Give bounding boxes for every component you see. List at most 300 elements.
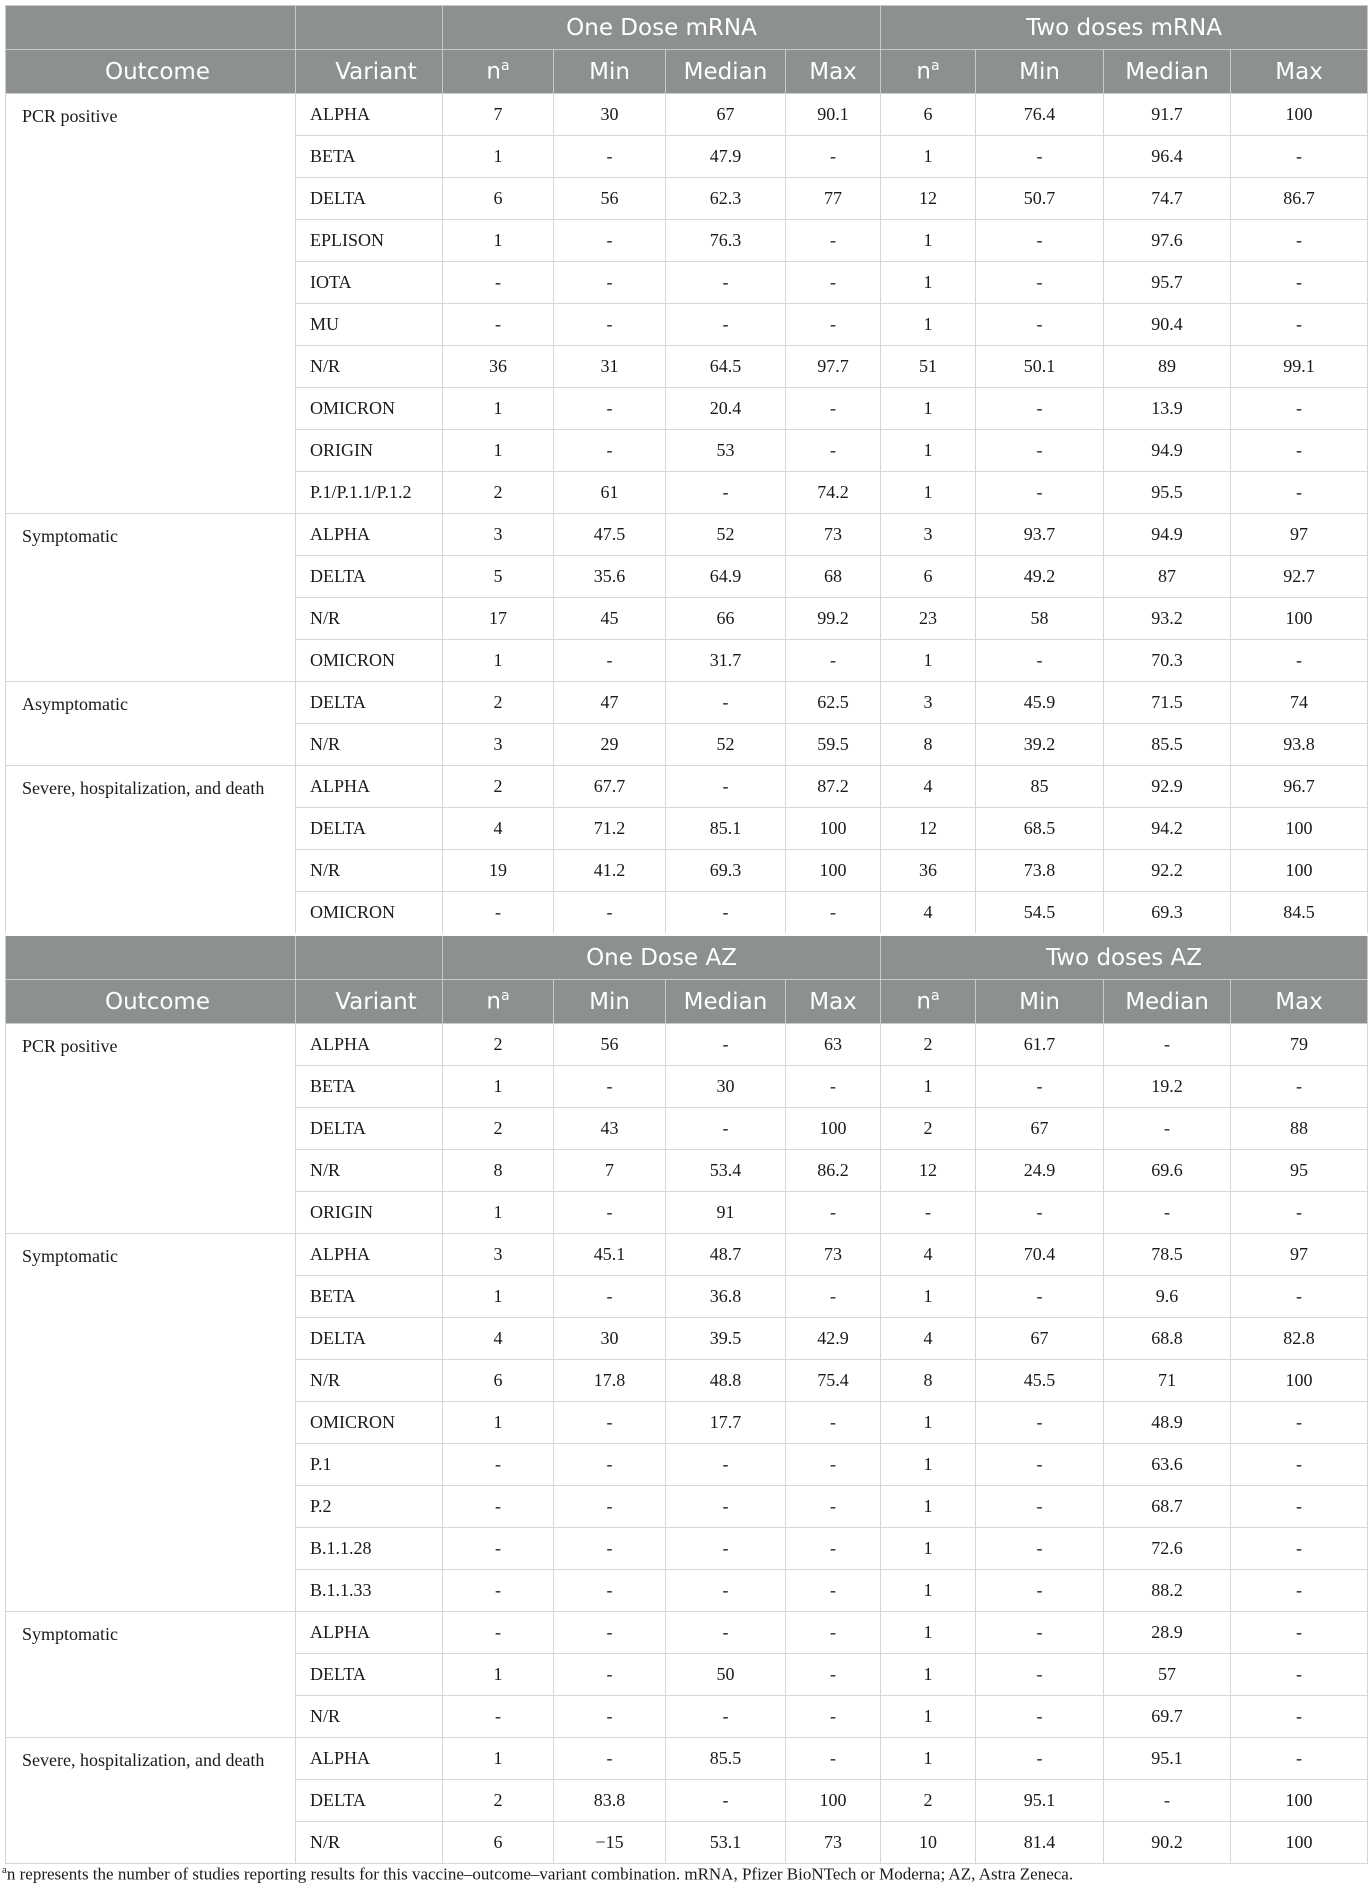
one-dose-median-cell: - [666,766,786,808]
two-dose-median-cell: 92.9 [1104,766,1231,808]
two-dose-min-cell: - [976,1276,1104,1318]
one-dose-median-cell: 64.9 [666,556,786,598]
header-n-superscript: a [500,988,510,1005]
one-dose-n-cell: 7 [443,94,554,136]
one-dose-median-cell: - [666,1528,786,1570]
two-dose-max-cell: - [1231,1276,1368,1318]
two-dose-median-cell: 88.2 [1104,1570,1231,1612]
one-dose-min-cell: - [554,1738,666,1780]
outcome-cell: PCR positive [6,94,296,514]
two-dose-median-cell: 72.6 [1104,1528,1231,1570]
one-dose-median-cell: 30 [666,1066,786,1108]
two-dose-median-cell: 19.2 [1104,1066,1231,1108]
outcome-cell: Severe, hospitalization, and death [6,1738,296,1864]
two-dose-min-cell: - [976,640,1104,682]
header-row-columns [6,980,1368,1024]
two-dose-max-cell: - [1231,1192,1368,1234]
two-dose-min-cell: 58 [976,598,1104,640]
two-dose-max-cell: 82.8 [1231,1318,1368,1360]
one-dose-max-cell: 77 [786,178,881,220]
header-n [881,50,976,94]
one-dose-max-cell: 87.2 [786,766,881,808]
variant-cell: P.1/P.1.1/P.1.2 [296,472,443,514]
header-n-label: n [916,58,931,85]
one-dose-min-cell: - [554,220,666,262]
one-dose-min-cell: 56 [554,178,666,220]
two-dose-max-cell: - [1231,1654,1368,1696]
one-dose-median-cell: 20.4 [666,388,786,430]
header-min: Min [554,980,666,1024]
header-median: Median [1104,980,1231,1024]
one-dose-min-cell: 30 [554,94,666,136]
two-dose-max-cell: - [1231,430,1368,472]
two-dose-min-cell: 81.4 [976,1822,1104,1864]
variant-cell: BETA [296,1276,443,1318]
two-dose-min-cell: - [976,1696,1104,1738]
two-dose-max-cell: - [1231,1486,1368,1528]
two-dose-median-cell: 94.9 [1104,514,1231,556]
two-dose-max-cell: - [1231,1738,1368,1780]
one-dose-min-cell: - [554,640,666,682]
one-dose-median-cell: 36.8 [666,1276,786,1318]
two-dose-max-cell: 99.1 [1231,346,1368,388]
one-dose-min-cell: - [554,304,666,346]
one-dose-min-cell: 67.7 [554,766,666,808]
one-dose-max-cell: - [786,1612,881,1654]
variant-cell: ORIGIN [296,430,443,472]
variant-cell: ALPHA [296,94,443,136]
two-dose-n-cell: 51 [881,346,976,388]
one-dose-median-cell: - [666,1570,786,1612]
one-dose-max-cell: - [786,304,881,346]
header-blank [6,6,296,50]
header-max: Max [786,980,881,1024]
two-dose-n-cell: 4 [881,766,976,808]
two-dose-n-cell: 8 [881,724,976,766]
outcome-cell: Severe, hospitalization, and death [6,766,296,935]
one-dose-n-cell: 1 [443,1402,554,1444]
two-dose-median-cell: 70.3 [1104,640,1231,682]
two-dose-n-cell: 2 [881,1108,976,1150]
one-dose-n-cell: - [443,1696,554,1738]
one-dose-max-cell: - [786,1654,881,1696]
one-dose-n-cell: 19 [443,850,554,892]
one-dose-n-cell: 6 [443,178,554,220]
table-row [6,1738,1368,1780]
footnote-text: n represents the number of studies reporting results for this vaccine–outcome–variant combination. mRNA, Pfizer BioNTech or Moderna; AZ, Astra Zeneca. [6,1864,1074,1884]
two-dose-min-cell: 24.9 [976,1150,1104,1192]
variant-cell: ALPHA [296,766,443,808]
two-dose-min-cell: - [976,1444,1104,1486]
one-dose-median-cell: - [666,262,786,304]
one-dose-max-cell: 42.9 [786,1318,881,1360]
one-dose-max-cell: - [786,1696,881,1738]
table-row [6,766,1368,808]
two-dose-max-cell: - [1231,262,1368,304]
outcome-cell: Symptomatic [6,1234,296,1612]
two-dose-min-cell: 70.4 [976,1234,1104,1276]
one-dose-median-cell: - [666,1780,786,1822]
table-row [6,94,1368,136]
variant-cell: ALPHA [296,1234,443,1276]
one-dose-max-cell: - [786,1066,881,1108]
one-dose-max-cell: - [786,136,881,178]
one-dose-min-cell: - [554,1402,666,1444]
header-max: Max [1231,50,1368,94]
two-dose-max-cell: 79 [1231,1024,1368,1066]
one-dose-min-cell: 45.1 [554,1234,666,1276]
two-dose-n-cell: 1 [881,1066,976,1108]
one-dose-max-cell: - [786,430,881,472]
one-dose-median-cell: 48.8 [666,1360,786,1402]
one-dose-n-cell: 3 [443,514,554,556]
two-dose-min-cell: - [976,304,1104,346]
two-dose-min-cell: - [976,220,1104,262]
one-dose-n-cell: 6 [443,1360,554,1402]
two-dose-max-cell: - [1231,1528,1368,1570]
one-dose-min-cell: - [554,892,666,935]
header-median: Median [1104,50,1231,94]
one-dose-median-cell: 53.1 [666,1822,786,1864]
two-dose-max-cell: 100 [1231,808,1368,850]
two-dose-n-cell: 4 [881,1318,976,1360]
two-dose-n-cell: 12 [881,808,976,850]
two-dose-min-cell: 49.2 [976,556,1104,598]
one-dose-min-cell: - [554,262,666,304]
variant-cell: ORIGIN [296,1192,443,1234]
variant-cell: P.2 [296,1486,443,1528]
one-dose-median-cell: - [666,472,786,514]
one-dose-median-cell: - [666,1696,786,1738]
two-dose-min-cell: - [976,430,1104,472]
two-dose-n-cell: 23 [881,598,976,640]
two-dose-n-cell: 2 [881,1780,976,1822]
one-dose-median-cell: 69.3 [666,850,786,892]
one-dose-median-cell: 76.3 [666,220,786,262]
one-dose-median-cell: 50 [666,1654,786,1696]
one-dose-median-cell: 67 [666,94,786,136]
one-dose-max-cell: 100 [786,1108,881,1150]
one-dose-min-cell: - [554,1528,666,1570]
variant-cell: DELTA [296,178,443,220]
two-dose-min-cell: - [976,1528,1104,1570]
one-dose-min-cell: 31 [554,346,666,388]
two-dose-n-cell: 36 [881,850,976,892]
one-dose-min-cell: - [554,1276,666,1318]
one-dose-max-cell: 73 [786,1822,881,1864]
header-variant: Variant [296,980,443,1024]
two-dose-max-cell: - [1231,388,1368,430]
one-dose-min-cell: - [554,136,666,178]
two-dose-n-cell: 6 [881,94,976,136]
two-dose-max-cell: 97 [1231,1234,1368,1276]
one-dose-max-cell: - [786,1486,881,1528]
variant-cell: EPLISON [296,220,443,262]
two-dose-min-cell: - [976,1612,1104,1654]
header-group-2: Two doses mRNA [881,6,1368,50]
two-dose-min-cell: - [976,1402,1104,1444]
variant-cell: N/R [296,346,443,388]
two-dose-median-cell: 69.6 [1104,1150,1231,1192]
one-dose-median-cell: 62.3 [666,178,786,220]
two-dose-n-cell: 1 [881,1570,976,1612]
two-dose-min-cell: 50.7 [976,178,1104,220]
one-dose-max-cell: - [786,640,881,682]
one-dose-max-cell: 100 [786,1780,881,1822]
one-dose-min-cell: - [554,1696,666,1738]
two-dose-min-cell: - [976,388,1104,430]
variant-cell: DELTA [296,808,443,850]
two-dose-min-cell: - [976,136,1104,178]
two-dose-max-cell: 93.8 [1231,724,1368,766]
two-dose-n-cell: 1 [881,136,976,178]
table-row [6,1234,1368,1276]
two-dose-max-cell: 100 [1231,850,1368,892]
one-dose-min-cell: - [554,1612,666,1654]
two-dose-max-cell: 100 [1231,1822,1368,1864]
one-dose-median-cell: 48.7 [666,1234,786,1276]
variant-cell: B.1.1.28 [296,1528,443,1570]
two-dose-max-cell: 84.5 [1231,892,1368,935]
variant-cell: OMICRON [296,1402,443,1444]
two-dose-n-cell: 1 [881,220,976,262]
two-dose-n-cell: 12 [881,178,976,220]
one-dose-max-cell: - [786,892,881,935]
header-blank [296,6,443,50]
two-dose-n-cell: 1 [881,1696,976,1738]
variant-cell: N/R [296,850,443,892]
outcome-cell: Asymptomatic [6,682,296,766]
table-row [6,682,1368,724]
two-dose-n-cell: 6 [881,556,976,598]
two-dose-max-cell: - [1231,1696,1368,1738]
one-dose-min-cell: - [554,1066,666,1108]
variant-cell: ALPHA [296,1024,443,1066]
one-dose-n-cell: 1 [443,640,554,682]
one-dose-median-cell: 53.4 [666,1150,786,1192]
header-min: Min [976,980,1104,1024]
one-dose-median-cell: 64.5 [666,346,786,388]
one-dose-n-cell: 3 [443,724,554,766]
one-dose-min-cell: 29 [554,724,666,766]
one-dose-min-cell: 35.6 [554,556,666,598]
two-dose-min-cell: 50.1 [976,346,1104,388]
table-row [6,1612,1368,1654]
results-table-container [5,5,1367,1864]
variant-cell: ALPHA [296,514,443,556]
one-dose-max-cell: 63 [786,1024,881,1066]
header-n [443,980,554,1024]
one-dose-n-cell: 1 [443,1738,554,1780]
two-dose-median-cell: 96.4 [1104,136,1231,178]
one-dose-max-cell: - [786,1402,881,1444]
two-dose-min-cell: - [976,472,1104,514]
two-dose-n-cell: 1 [881,1528,976,1570]
two-dose-median-cell: 68.8 [1104,1318,1231,1360]
two-dose-median-cell: 63.6 [1104,1444,1231,1486]
header-variant: Variant [296,50,443,94]
one-dose-max-cell: 68 [786,556,881,598]
two-dose-max-cell: - [1231,1570,1368,1612]
two-dose-n-cell: 4 [881,1234,976,1276]
one-dose-max-cell: 100 [786,850,881,892]
two-dose-median-cell: 95.1 [1104,1738,1231,1780]
header-min: Min [976,50,1104,94]
header-median: Median [666,980,786,1024]
header-blank [6,935,296,980]
one-dose-median-cell: - [666,682,786,724]
two-dose-median-cell: 90.4 [1104,304,1231,346]
two-dose-n-cell: - [881,1192,976,1234]
two-dose-median-cell: 90.2 [1104,1822,1231,1864]
two-dose-n-cell: 1 [881,1276,976,1318]
table-row [6,514,1368,556]
one-dose-min-cell: 45 [554,598,666,640]
two-dose-median-cell: 95.7 [1104,262,1231,304]
header-outcome: Outcome [6,980,296,1024]
two-dose-n-cell: 3 [881,682,976,724]
one-dose-min-cell: - [554,1192,666,1234]
one-dose-n-cell: 1 [443,1654,554,1696]
two-dose-median-cell: 71 [1104,1360,1231,1402]
one-dose-max-cell: - [786,1444,881,1486]
one-dose-max-cell: 73 [786,1234,881,1276]
one-dose-median-cell: 85.5 [666,1738,786,1780]
header-n-label: n [486,988,501,1015]
one-dose-min-cell: 41.2 [554,850,666,892]
one-dose-n-cell: 5 [443,556,554,598]
two-dose-min-cell: 45.9 [976,682,1104,724]
header-max: Max [1231,980,1368,1024]
one-dose-n-cell: - [443,1486,554,1528]
two-dose-min-cell: - [976,1738,1104,1780]
one-dose-n-cell: 8 [443,1150,554,1192]
one-dose-max-cell: - [786,1276,881,1318]
two-dose-min-cell: 39.2 [976,724,1104,766]
two-dose-median-cell: 94.9 [1104,430,1231,472]
one-dose-max-cell: 73 [786,514,881,556]
one-dose-n-cell: 1 [443,1192,554,1234]
header-n-superscript: a [500,58,510,75]
two-dose-n-cell: 8 [881,1360,976,1402]
one-dose-n-cell: 1 [443,220,554,262]
one-dose-median-cell: 31.7 [666,640,786,682]
one-dose-min-cell: 30 [554,1318,666,1360]
two-dose-max-cell: - [1231,304,1368,346]
header-n-label: n [916,988,931,1015]
one-dose-n-cell: - [443,1612,554,1654]
variant-cell: BETA [296,1066,443,1108]
one-dose-max-cell: - [786,262,881,304]
two-dose-median-cell: 95.5 [1104,472,1231,514]
two-dose-median-cell: 13.9 [1104,388,1231,430]
one-dose-max-cell: 59.5 [786,724,881,766]
outcome-cell: Symptomatic [6,1612,296,1738]
variant-cell: N/R [296,1360,443,1402]
one-dose-min-cell: 61 [554,472,666,514]
one-dose-min-cell: - [554,1444,666,1486]
variant-cell: MU [296,304,443,346]
two-dose-max-cell: 100 [1231,1780,1368,1822]
one-dose-min-cell: 47.5 [554,514,666,556]
variant-cell: B.1.1.33 [296,1570,443,1612]
one-dose-median-cell: 52 [666,724,786,766]
one-dose-max-cell: 86.2 [786,1150,881,1192]
two-dose-n-cell: 1 [881,388,976,430]
variant-cell: N/R [296,1696,443,1738]
outcome-cell: PCR positive [6,1024,296,1234]
two-dose-n-cell: 1 [881,472,976,514]
header-outcome: Outcome [6,50,296,94]
one-dose-n-cell: 4 [443,808,554,850]
one-dose-median-cell: - [666,1024,786,1066]
one-dose-min-cell: 43 [554,1108,666,1150]
one-dose-min-cell: 17.8 [554,1360,666,1402]
one-dose-n-cell: 2 [443,1780,554,1822]
footnote-marker: a [2,1864,7,1876]
one-dose-median-cell: 39.5 [666,1318,786,1360]
one-dose-max-cell: 99.2 [786,598,881,640]
one-dose-n-cell: 2 [443,1108,554,1150]
one-dose-max-cell: - [786,1528,881,1570]
two-dose-min-cell: 54.5 [976,892,1104,935]
two-dose-median-cell: 9.6 [1104,1276,1231,1318]
two-dose-median-cell: 69.3 [1104,892,1231,935]
two-dose-median-cell: 94.2 [1104,808,1231,850]
variant-cell: P.1 [296,1444,443,1486]
two-dose-min-cell: - [976,1570,1104,1612]
one-dose-min-cell: - [554,1486,666,1528]
variant-cell: DELTA [296,556,443,598]
one-dose-n-cell: - [443,262,554,304]
table-row [6,1024,1368,1066]
vaccine-effectiveness-table [5,5,1368,1864]
two-dose-max-cell: 88 [1231,1108,1368,1150]
two-dose-max-cell: 86.7 [1231,178,1368,220]
two-dose-median-cell: 57 [1104,1654,1231,1696]
one-dose-median-cell: - [666,304,786,346]
two-dose-min-cell: - [976,1066,1104,1108]
two-dose-n-cell: 1 [881,1612,976,1654]
one-dose-median-cell: - [666,1612,786,1654]
variant-cell: DELTA [296,1780,443,1822]
one-dose-max-cell: 90.1 [786,94,881,136]
one-dose-min-cell: - [554,1570,666,1612]
header-blank [296,935,443,980]
header-row-columns [6,50,1368,94]
variant-cell: N/R [296,598,443,640]
two-dose-max-cell: 97 [1231,514,1368,556]
one-dose-max-cell: 62.5 [786,682,881,724]
two-dose-n-cell: 1 [881,430,976,472]
one-dose-median-cell: 17.7 [666,1402,786,1444]
two-dose-median-cell: 68.7 [1104,1486,1231,1528]
variant-cell: OMICRON [296,388,443,430]
one-dose-n-cell: 1 [443,430,554,472]
two-dose-max-cell: 100 [1231,598,1368,640]
one-dose-n-cell: - [443,1570,554,1612]
table-footnote [2,1864,1073,1885]
two-dose-n-cell: 12 [881,1150,976,1192]
two-dose-min-cell: 95.1 [976,1780,1104,1822]
two-dose-min-cell: 76.4 [976,94,1104,136]
header-n-label: n [486,58,501,85]
variant-cell: ALPHA [296,1738,443,1780]
header-group-1: One Dose mRNA [443,6,881,50]
one-dose-max-cell: 100 [786,808,881,850]
two-dose-n-cell: 1 [881,1654,976,1696]
one-dose-max-cell: - [786,1738,881,1780]
